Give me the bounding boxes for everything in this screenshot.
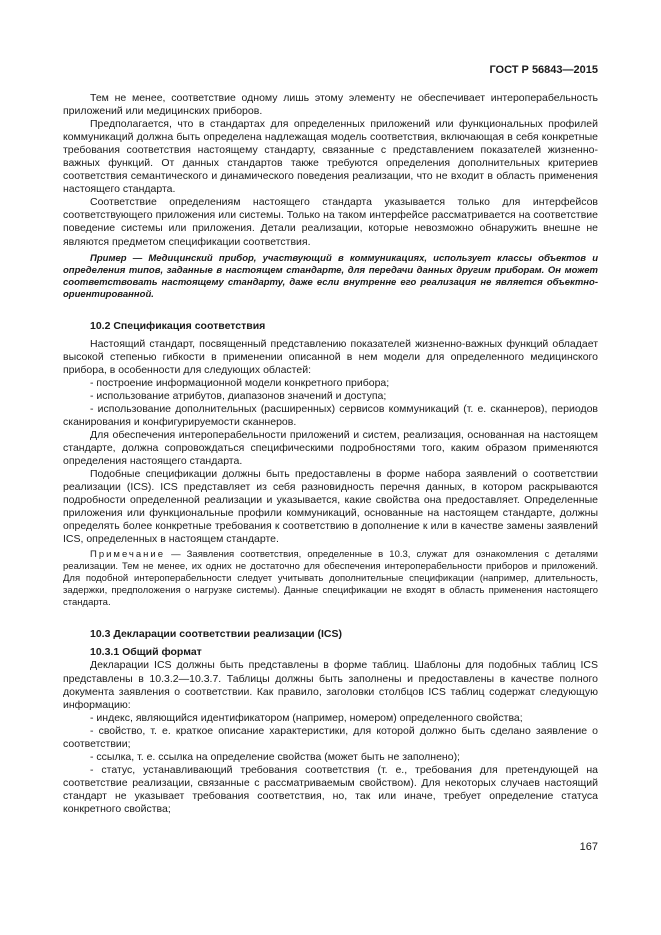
list-item: - построение информационной модели конкретного прибора; — [90, 376, 390, 389]
example-paragraph: Пример — Медицинский прибор, участвующий в коммуникациях, использует классы объектов и определения типов, заданные в настоящем стандарте, для передачи данных другим приборам. Он может соответствовать настоящему стандарту, даже если внутренне его реализация не является объектно-ориентированной. — [63, 252, 598, 300]
paragraph: Декларации ICS должны быть представлены в форме таблиц. Шаблоны для подобных таблиц ICS представлены в 10.3.2—10.3.7. Таблицы должны быть заполнены и предоставлены в качестве полного документа заявления о соответствии. Как правило, заголовки столбцов ICS таблиц содержат следующую информацию: — [63, 659, 598, 711]
list-item: - использование дополнительных (расширенных) сервисов коммуникаций (т. е. сканнеров), периодов сканирования и конфигурируемости сканнеров. — [63, 402, 598, 428]
list-item: - использование атрибутов, диапазонов значений и доступа; — [90, 389, 387, 402]
list-item: - индекс, являющийся идентификатором (например, номером) определенного свойства; — [90, 711, 523, 724]
note-paragraph — [63, 549, 598, 609]
paragraph: Подобные спецификации должны быть предоставлены в форме набора заявлений о соответствии реализации (ICS). ICS представляет из себя разновидность перечня данных, в котором раскрываются подробности определенной реализации и указывается, какие свойства она предоставляет. Определенные приложения или функциональные профили коммуникаций, основанные на настоящем стандарте, должны определять более конкретные требования к соответствию в дополнение к или в качестве замены заявлений ICS, определенных в настоящем стандарте. — [63, 468, 598, 546]
page-content — [63, 92, 598, 816]
list-item: - свойство, т. е. краткое описание характеристики, для которой должно быть сделано заявление о соответствии; — [63, 724, 598, 750]
note-label: Примечание — [90, 549, 165, 561]
page-number: 167 — [579, 841, 598, 853]
list-item: - статус, устанавливающий требования соответствия (т. е., требования для претендующей на соответствие реализации, связанные с рассматриваемым свойством). Для некоторых случаев настоящий стандарт не указывает требования соответствия, но, так или иначе, требует определение статуса конкретного свойства; — [63, 763, 598, 815]
subsection-heading-10-3-1: 10.3.1 Общий формат — [90, 646, 202, 659]
list-item: - ссылка, т. е. ссылка на определение свойства (может быть не заполнено); — [90, 750, 460, 763]
standard-header: ГОСТ Р 56843—2015 — [489, 64, 598, 76]
paragraph: Для обеспечения интероперабельности приложений и систем, реализация, основанная на настоящем стандарте, должна сопровождаться специфическими подробностями того, каким образом применяются определения настоящего стандарта. — [63, 428, 598, 468]
section-heading-10-3: 10.3 Декларации соответствии реализации (ICS) — [90, 628, 342, 641]
paragraph: Предполагается, что в стандартах для определенных приложений или функциональных профилей коммуникаций должна быть определена надлежащая модель соответствия, включающая в себя конкретные требования соответствия настоящему стандарту, связанные с представлением показателей жизненно-важных функций. От данных стандартов также требуются определения дополнительных критериев соответствия семантического и динамического поведения реализации, что не входит в область применения настоящего стандарта. — [63, 118, 598, 196]
section-heading-10-2: 10.2 Спецификация соответствия — [90, 319, 266, 332]
paragraph: Соответствие определениям настоящего стандарта указывается только для интерфейсов соответствующего приложения или системы. Только на таком интерфейсе рассматривается на соответствие поведение системы или приложения. Детали реализации, которые невозможно обнаружить внешне не являются предметом спецификации соответствия. — [63, 196, 598, 248]
paragraph: Тем не менее, соответствие одному лишь этому элементу не обеспечивает интероперабельность приложений или медицинских приборов. — [63, 92, 598, 118]
note-text: — Заявления соответствия, определенные в 10.3, служат для ознакомления с деталями реализации. Тем не менее, их одних не достаточно для обеспечения интероперабельности приборов и приложений. Для подобной интероперабельности следует учитывать дополнительные спецификации (например, длительность, задержки, предположения о нагрузке системы). Данные спецификации не входят в область применения настоящего стандарта. — [63, 549, 598, 609]
paragraph: Настоящий стандарт, посвященный представлению показателей жизненно-важных функций обладает высокой степенью гибкости в применении описанной в нем модели для определенного медицинского прибора, в особенности для следующих областей: — [63, 337, 598, 376]
